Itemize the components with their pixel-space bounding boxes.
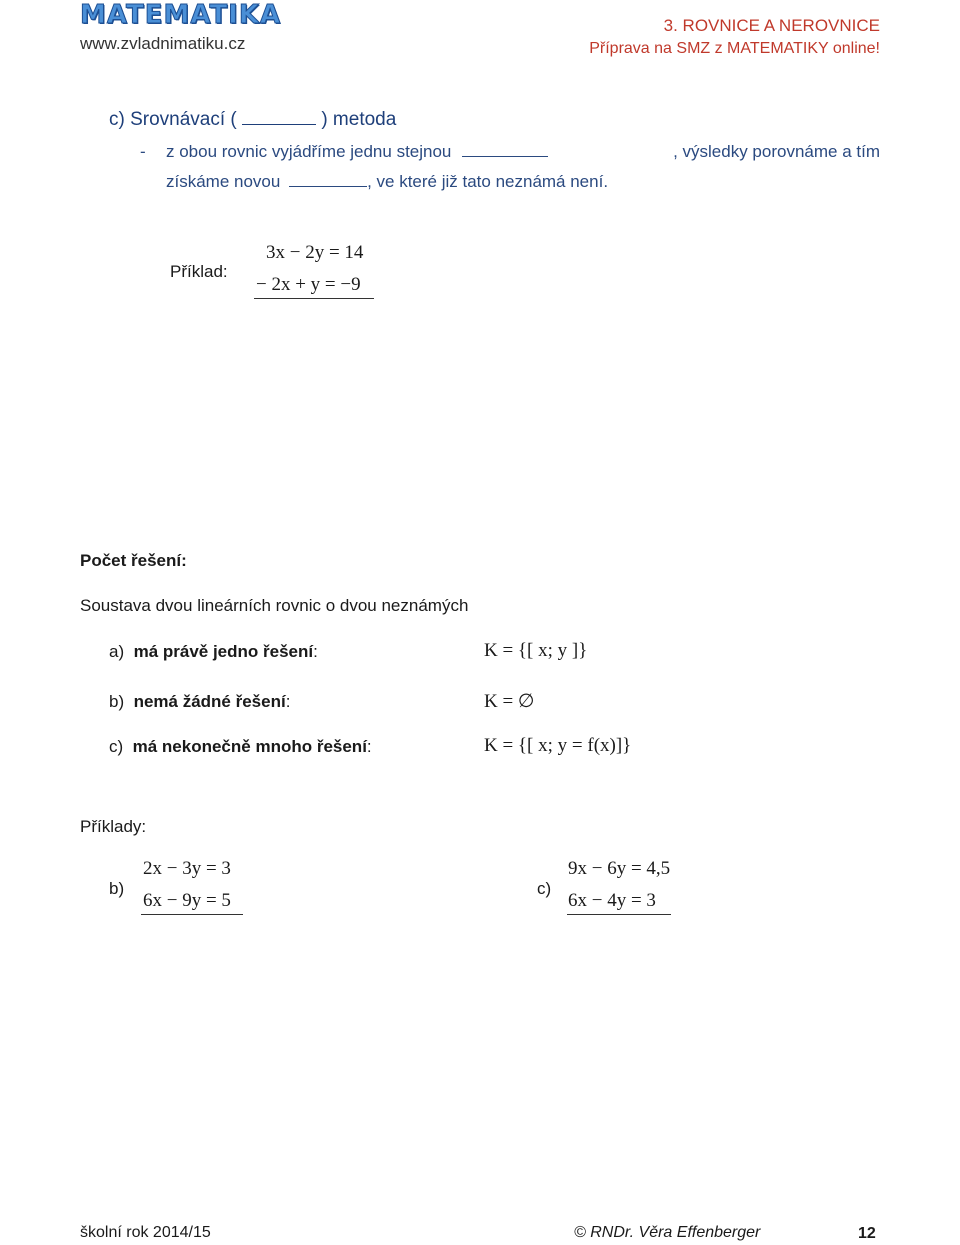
solution-c-marker: c) — [109, 737, 124, 756]
solutions-heading: Počet řešení: — [80, 551, 187, 570]
solution-b-text: nemá žádné řešení — [133, 692, 286, 711]
line1-start: z obou rovnic vyjádříme jednu stejnou — [166, 142, 452, 161]
example-b-eq2: 6x − 9y = 5 — [143, 890, 231, 911]
solution-c-text: má nekonečně mnoho řešení — [132, 737, 367, 756]
solution-b-colon: : — [285, 692, 291, 711]
solution-c — [109, 737, 372, 757]
example-c-marker: c) — [537, 879, 552, 898]
solution-b-marker: b) — [109, 692, 125, 711]
section-title-end: ) metoda — [321, 109, 397, 130]
promo-text: Příprava na SMZ z MATEMATIKY online! — [589, 40, 880, 57]
solution-a-colon: : — [313, 642, 318, 661]
site-url[interactable]: www.zvladnimatiku.cz — [80, 34, 246, 53]
example-underline — [254, 298, 374, 299]
bullet-dash: - — [140, 142, 146, 161]
solution-a-formula: K = {[ x; y ]} — [484, 640, 588, 661]
solution-c-formula: K = {[ x; y = f(x)]} — [484, 735, 632, 756]
solution-b-formula: K = ∅ — [484, 691, 535, 712]
footer-page-number: 12 — [858, 1225, 876, 1242]
example-c-eq2: 6x − 4y = 3 — [568, 890, 656, 911]
solution-a-marker: a) — [109, 642, 125, 661]
title-blank — [242, 108, 316, 125]
solution-a — [109, 642, 318, 662]
example-b-underline — [141, 914, 243, 915]
section-title — [109, 108, 396, 131]
chapter-title: 3. ROVNICE A NEROVNICE — [663, 16, 880, 35]
example-c-eq1: 9x − 6y = 4,5 — [568, 858, 671, 879]
example-eq1: 3x − 2y = 14 — [266, 242, 364, 263]
line1-blank — [462, 142, 548, 157]
example-c-underline — [567, 914, 671, 915]
logo: MATEMATIKA — [80, 0, 282, 30]
solution-a-text: má právě jedno řešení — [133, 642, 314, 661]
section-title-start: c) Srovnávací ( — [109, 109, 237, 130]
example-label: Příklad: — [170, 262, 228, 281]
example-b-eq1: 2x − 3y = 3 — [143, 858, 231, 879]
bullet-line-2 — [166, 172, 608, 192]
example-eq2: − 2x + y = −9 — [256, 274, 361, 295]
example-b-marker: b) — [109, 879, 125, 898]
examples-heading: Příklady: — [80, 817, 147, 836]
line2-blank — [289, 172, 367, 187]
line2-start: získáme novou — [166, 172, 281, 191]
footer-author: © RNDr. Věra Effenberger — [574, 1224, 761, 1241]
solution-c-colon: : — [366, 737, 372, 756]
solution-b — [109, 692, 290, 712]
line2-end: , ve které již tato neznámá není. — [367, 172, 609, 191]
bullet-line-1 — [166, 142, 548, 162]
solutions-intro: Soustava dvou lineárních rovnic o dvou neznámých — [80, 596, 469, 615]
footer-school-year: školní rok 2014/15 — [80, 1224, 211, 1241]
line1-end: , výsledky porovnáme a tím — [673, 142, 880, 161]
